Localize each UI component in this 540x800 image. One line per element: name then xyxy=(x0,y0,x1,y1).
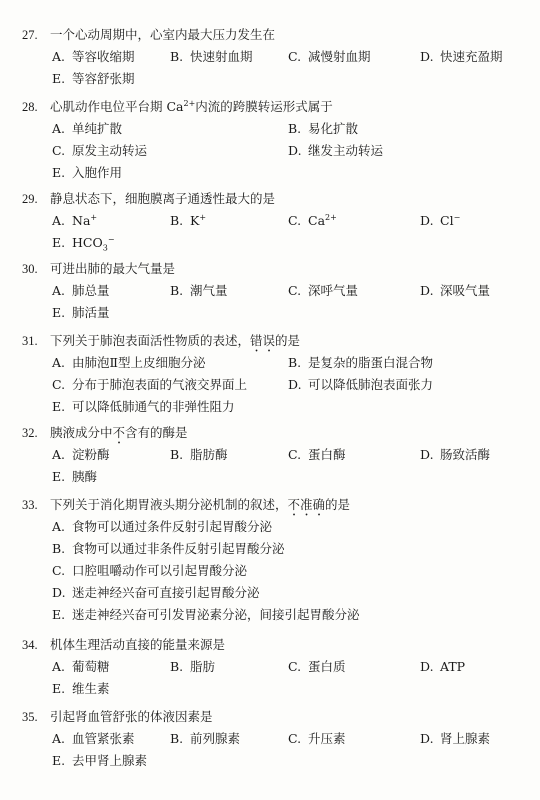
option-a[interactable]: A. 等容收缩期 xyxy=(52,49,135,64)
option-a[interactable]: A. 单纯扩散 xyxy=(52,121,123,136)
question-31 xyxy=(22,330,522,418)
question-33 xyxy=(22,494,522,626)
option-a[interactable]: A. Na+ xyxy=(52,212,98,228)
option-b[interactable]: B. 潮气量 xyxy=(170,283,228,298)
question-29 xyxy=(22,188,522,254)
emphasis-word: 不 xyxy=(112,425,126,440)
options-row xyxy=(22,466,522,488)
options-row xyxy=(22,352,522,374)
emphasis-word: 不准确 xyxy=(287,497,326,512)
options-row xyxy=(22,396,522,418)
question-stem: 32. 胰液成分中不含有的酶是 xyxy=(22,425,188,440)
option-c[interactable]: C. 升压素 xyxy=(288,731,346,746)
option-e[interactable]: E. 维生素 xyxy=(52,681,110,696)
option-c[interactable]: C. 原发主动转运 xyxy=(52,143,148,158)
question-30 xyxy=(22,258,522,324)
option-c[interactable]: C. 深呼气量 xyxy=(288,283,359,298)
options-row xyxy=(22,210,522,232)
options-row xyxy=(22,140,522,162)
option-e[interactable]: E. 等容舒张期 xyxy=(52,71,135,86)
option-d[interactable]: D. 可以降低肺泡表面张力 xyxy=(288,377,434,392)
question-stem: 30. 可进出肺的最大气量是 xyxy=(22,261,176,276)
option-a[interactable]: A. 肺总量 xyxy=(52,283,110,298)
option-b[interactable]: B. K+ xyxy=(170,212,207,228)
options-row xyxy=(22,538,522,560)
question-34 xyxy=(22,634,522,700)
option-a[interactable]: A. 血管紧张素 xyxy=(52,731,135,746)
options-row xyxy=(22,582,522,604)
emphasis-word: 错误 xyxy=(250,333,276,348)
option-e[interactable]: E. 迷走神经兴奋可引发胃泌素分泌，间接引起胃酸分泌 xyxy=(52,607,360,622)
option-a[interactable]: A. 食物可以通过条件反射引起胃酸分泌 xyxy=(52,519,273,534)
option-a[interactable]: A. 淀粉酶 xyxy=(52,447,110,462)
options-row xyxy=(22,302,522,324)
option-c[interactable]: C. 减慢射血期 xyxy=(288,49,371,64)
options-row xyxy=(22,162,522,184)
question-stem: 33. 下列关于消化期胃液头期分泌机制的叙述，不准确的是 xyxy=(22,497,351,512)
options-row xyxy=(22,68,522,90)
option-d[interactable]: D. 继发主动转运 xyxy=(288,143,384,158)
option-a[interactable]: A. 由肺泡Ⅱ型上皮细胞分泌 xyxy=(52,355,206,370)
question-stem: 29. 静息状态下，细胞膜离子通透性最大的是 xyxy=(22,191,276,206)
option-b[interactable]: B. 前列腺素 xyxy=(170,731,241,746)
option-d[interactable]: D. 深吸气量 xyxy=(420,283,491,298)
option-e[interactable]: E. 胰酶 xyxy=(52,469,98,484)
option-b[interactable]: B. 脂肪 xyxy=(170,659,216,674)
option-b[interactable]: B. 是复杂的脂蛋白混合物 xyxy=(288,355,434,370)
options-row xyxy=(22,516,522,538)
options-row xyxy=(22,46,522,68)
options-row xyxy=(22,560,522,582)
option-e[interactable]: E. 肺活量 xyxy=(52,305,110,320)
option-e[interactable]: E. 入胞作用 xyxy=(52,165,123,180)
options-row xyxy=(22,728,522,750)
option-c[interactable]: C. 蛋白质 xyxy=(288,659,346,674)
question-stem: 28. 心肌动作电位平台期 $Ca^{2+}$内流的跨膜转运形式属于 xyxy=(22,98,333,114)
option-e[interactable]: E. $HCO_3^-$ xyxy=(52,234,115,253)
options-row xyxy=(22,118,522,140)
options-row xyxy=(22,374,522,396)
options-row xyxy=(22,656,522,678)
question-stem: 35. 引起肾血管舒张的体液因素是 xyxy=(22,709,213,724)
question-28 xyxy=(22,96,522,184)
option-e[interactable]: E. 可以降低肺通气的非弹性阻力 xyxy=(52,399,235,414)
options-row xyxy=(22,280,522,302)
option-d[interactable]: D. ATP xyxy=(420,659,466,674)
options-row xyxy=(22,604,522,626)
question-stem: 31. 下列关于肺泡表面活性物质的表述，错误的是 xyxy=(22,333,301,348)
options-row xyxy=(22,444,522,466)
option-c[interactable]: C. 蛋白酶 xyxy=(288,447,346,462)
option-c[interactable]: C. $Ca^{2+}$ xyxy=(288,212,337,228)
question-27 xyxy=(22,24,522,90)
option-e[interactable]: E. 去甲肾上腺素 xyxy=(52,753,148,768)
option-d[interactable]: D. Cl− xyxy=(420,212,461,228)
options-row xyxy=(22,750,522,772)
option-d[interactable]: D. 快速充盈期 xyxy=(420,49,503,64)
question-35 xyxy=(22,706,522,772)
option-d[interactable]: D. 肾上腺素 xyxy=(420,731,491,746)
option-d[interactable]: D. 迷走神经兴奋可直接引起胃酸分泌 xyxy=(52,585,260,600)
option-c[interactable]: C. 口腔咀嚼动作可以引起胃酸分泌 xyxy=(52,563,248,578)
options-row xyxy=(22,232,522,254)
option-a[interactable]: A. 葡萄糖 xyxy=(52,659,110,674)
option-b[interactable]: B. 食物可以通过非条件反射引起胃酸分泌 xyxy=(52,541,285,556)
option-c[interactable]: C. 分布于肺泡表面的气液交界面上 xyxy=(52,377,248,392)
question-32 xyxy=(22,422,522,488)
option-b[interactable]: B. 快速射血期 xyxy=(170,49,253,64)
option-d[interactable]: D. 肠致活酶 xyxy=(420,447,491,462)
question-stem: 34. 机体生理活动直接的能量来源是 xyxy=(22,637,226,652)
question-stem: 27. 一个心动周期中，心室内最大压力发生在 xyxy=(22,27,276,42)
option-b[interactable]: B. 脂肪酶 xyxy=(170,447,228,462)
options-row xyxy=(22,678,522,700)
option-b[interactable]: B. 易化扩散 xyxy=(288,121,359,136)
